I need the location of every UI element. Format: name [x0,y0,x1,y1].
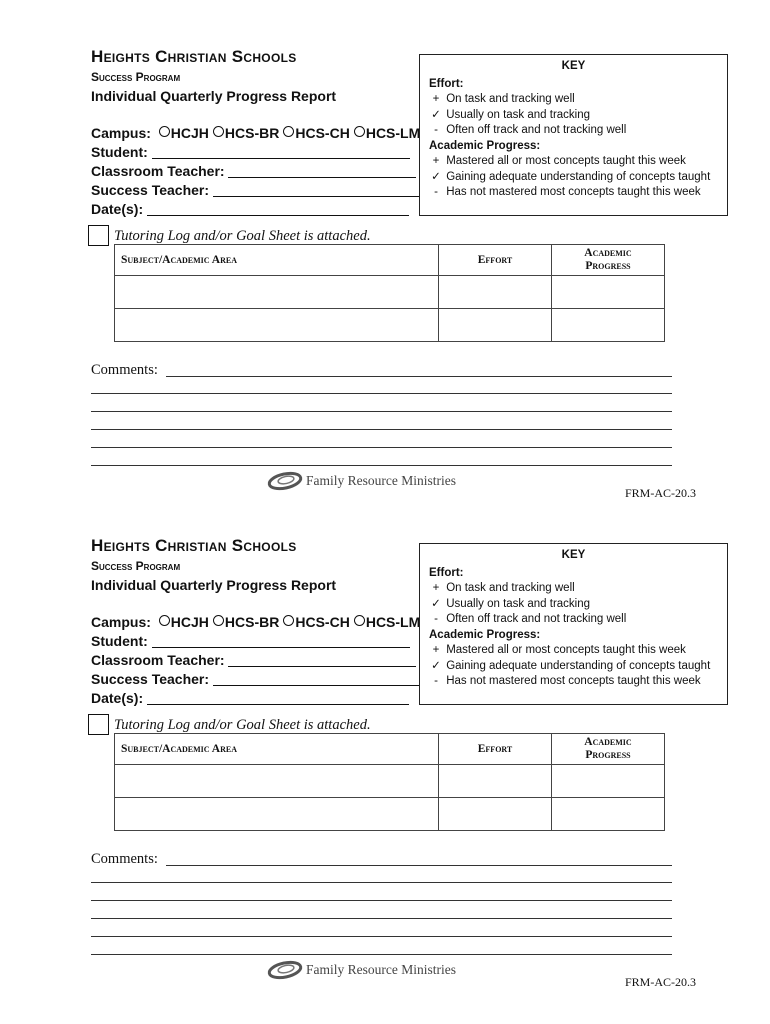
dates-label: Date(s): [91,201,144,217]
campus-option-label: HCS-LM [365,125,421,141]
student-row [91,144,410,160]
effort-cell[interactable] [439,276,552,309]
radio-circle-icon[interactable] [354,615,365,626]
subject-header: Subject/Academic Area [115,245,439,276]
academic-progress-cell[interactable] [552,276,665,309]
classroom-teacher-row [91,163,416,179]
campus-option-hcs-ch[interactable] [283,125,349,141]
campus-option-label: HCS-CH [295,125,350,141]
key-item [429,581,727,597]
key-item-text: Has not mastered most concepts taught this week [446,186,701,198]
plus-icon: + [432,644,440,656]
report-title: Individual Quarterly Progress Report [91,88,337,104]
report-title: Individual Quarterly Progress Report [91,577,337,593]
comments-line[interactable] [91,429,672,430]
academic-progress-cell[interactable] [552,798,665,831]
academic-progress-cell[interactable] [552,309,665,342]
campus-option-hcs-br[interactable] [213,614,279,630]
key-item-text: On task and tracking well [446,93,575,105]
form-code: FRM-AC-20.3 [625,975,697,989]
checkmark-icon: ✓ [431,597,441,610]
header-line: Academic [584,247,632,259]
ministry-logo-text: Family Resource Ministries [306,473,456,488]
subject-cell[interactable] [115,798,439,831]
school-name: Heights Christian Schools [91,47,297,66]
success-teacher-label: Success Teacher: [91,671,210,687]
key-item [429,612,727,628]
success-teacher-row [91,671,419,687]
academic-progress-header [552,245,665,276]
checkmark-icon: ✓ [431,108,441,121]
plus-icon: + [432,582,440,594]
minus-icon: - [434,124,438,136]
student-field[interactable] [152,634,410,648]
dates-field[interactable] [147,202,409,216]
comments-line[interactable] [166,376,672,377]
key-item-text: On task and tracking well [446,582,575,594]
success-teacher-label: Success Teacher: [91,182,210,198]
tutoring-checkbox[interactable] [88,225,109,246]
effort-header: Effort [439,245,552,276]
radio-circle-icon[interactable] [159,126,170,137]
tutoring-row [88,225,371,246]
student-field[interactable] [152,145,410,159]
academic-progress-header [552,734,665,765]
classroom-teacher-field[interactable] [228,653,416,667]
subject-cell[interactable] [115,276,439,309]
subject-cell[interactable] [115,309,439,342]
plus-icon: + [432,155,440,167]
key-item-text: Usually on task and tracking [446,108,591,121]
comments-line[interactable] [91,918,672,919]
key-item [429,170,727,186]
key-item-text: Mastered all or most concepts taught this week [446,155,686,167]
student-label: Student: [91,633,148,649]
campus-row [91,125,420,141]
radio-circle-icon[interactable] [159,615,170,626]
campus-option-label: HCS-BR [224,614,280,630]
key-item-text: Gaining adequate understanding of concepts taught [446,170,711,183]
header-line: Progress [585,749,631,761]
progress-report-form-1 [0,0,770,500]
header-line: Progress [585,260,631,272]
tutoring-checkbox[interactable] [88,714,109,735]
radio-circle-icon[interactable] [213,615,224,626]
key-item-text: Often off track and not tracking well [446,613,627,625]
effort-heading: Effort: [429,77,464,90]
academic-progress-cell[interactable] [552,765,665,798]
header-line: Academic [584,736,632,748]
dates-label: Date(s): [91,690,144,706]
checkmark-icon: ✓ [431,170,441,183]
comments-line[interactable] [91,393,672,394]
school-name: Heights Christian Schools [91,536,297,555]
success-teacher-row [91,182,419,198]
key-item-text: Often off track and not tracking well [446,124,627,136]
student-row [91,633,410,649]
campus-row [91,614,420,630]
key-item [429,674,727,690]
campus-label: Campus: [91,125,151,141]
campus-option-hcs-br[interactable] [213,125,279,141]
key-title: KEY [561,549,586,561]
ministry-logo [266,959,456,981]
minus-icon: - [434,186,438,198]
tutoring-row [88,714,371,735]
success-teacher-field[interactable] [213,183,419,197]
key-item [429,659,727,675]
classroom-teacher-label: Classroom Teacher: [91,652,225,668]
ministry-logo-text: Family Resource Ministries [306,962,456,977]
comments-line[interactable] [91,882,672,883]
subject-cell[interactable] [115,765,439,798]
academic-progress-heading: Academic Progress: [429,628,541,641]
key-title: KEY [561,60,586,72]
campus-option-label: HCJH [170,614,209,630]
effort-cell[interactable] [439,309,552,342]
swoosh-logo-icon [266,959,304,981]
key-item-text: Gaining adequate understanding of concepts taught [446,659,711,672]
checkmark-icon: ✓ [431,659,441,672]
campus-option-label: HCJH [170,125,209,141]
comments-line[interactable] [91,465,672,466]
campus-label: Campus: [91,614,151,630]
key-item [429,643,727,659]
form-code: FRM-AC-20.3 [625,486,697,500]
dates-row [91,690,409,706]
key-box [419,54,728,216]
success-teacher-field[interactable] [213,672,419,686]
campus-option-hcs-ch[interactable] [283,614,349,630]
key-item [429,597,727,613]
campus-option-label: HCS-CH [295,614,350,630]
radio-circle-icon[interactable] [213,126,224,137]
minus-icon: - [434,613,438,625]
effort-cell[interactable] [439,798,552,831]
effort-header: Effort [439,734,552,765]
tutoring-note: Tutoring Log and/or Goal Sheet is attached. [114,228,371,244]
subject-header: Subject/Academic Area [115,734,439,765]
key-item-text: Usually on task and tracking [446,597,591,610]
progress-table [114,733,665,831]
comments-line[interactable] [91,900,672,901]
comments-line[interactable] [91,411,672,412]
comments-line[interactable] [166,865,672,866]
plus-icon: + [432,93,440,105]
progress-table [114,244,665,342]
key-item [429,123,727,139]
campus-option-label: HCS-BR [224,125,280,141]
key-item-text: Has not mastered most concepts taught this week [446,675,701,687]
key-item [429,108,727,124]
program-name: Success Program [91,70,181,84]
campus-option-hcjh[interactable] [159,125,209,141]
key-box [419,543,728,705]
key-item [429,185,727,201]
progress-report-form-2 [0,489,770,989]
tutoring-note: Tutoring Log and/or Goal Sheet is attached. [114,717,371,733]
radio-circle-icon[interactable] [283,126,294,137]
classroom-teacher-row [91,652,416,668]
key-item [429,154,727,170]
program-name: Success Program [91,559,181,573]
dates-field[interactable] [147,691,409,705]
effort-heading: Effort: [429,566,464,579]
radio-circle-icon[interactable] [283,615,294,626]
minus-icon: - [434,675,438,687]
comments-line[interactable] [91,954,672,955]
key-item [429,92,727,108]
radio-circle-icon[interactable] [354,126,365,137]
student-label: Student: [91,144,148,160]
comments-line[interactable] [91,447,672,448]
effort-cell[interactable] [439,765,552,798]
key-item-text: Mastered all or most concepts taught this week [446,644,686,656]
classroom-teacher-field[interactable] [228,164,416,178]
comments-line[interactable] [91,936,672,937]
comments-label: Comments: [91,851,158,867]
dates-row [91,201,409,217]
campus-option-hcs-lm[interactable] [354,614,420,630]
comments-label: Comments: [91,362,158,378]
campus-option-label: HCS-LM [365,614,421,630]
classroom-teacher-label: Classroom Teacher: [91,163,225,179]
campus-option-hcs-lm[interactable] [354,125,420,141]
campus-option-hcjh[interactable] [159,614,209,630]
academic-progress-heading: Academic Progress: [429,139,541,152]
